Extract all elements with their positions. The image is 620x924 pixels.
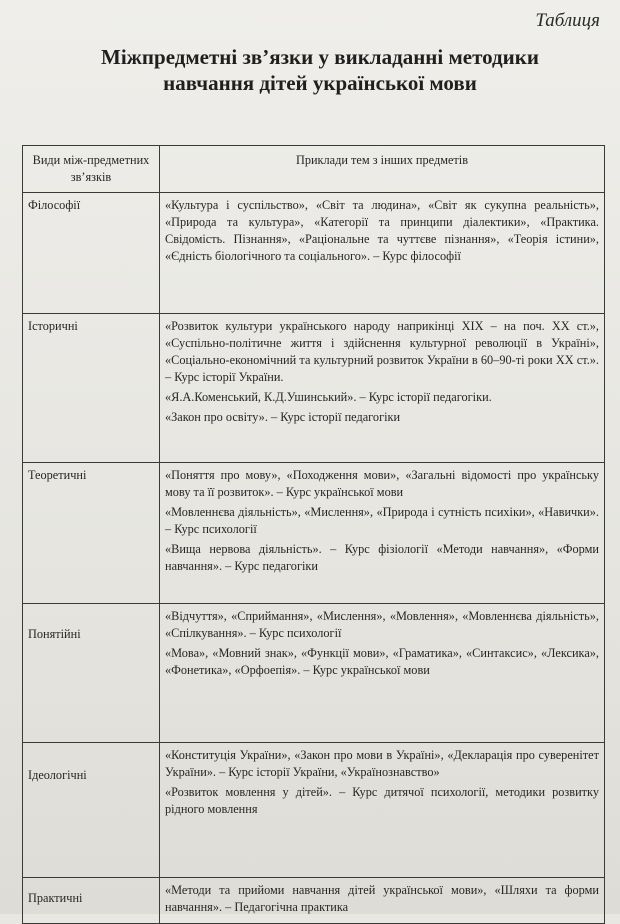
example-text: «Вища нервова діяльність». – Курс фізіології «Методи навчання», «Форми навчання». – Курс педагогіки: [165, 542, 599, 573]
example-text: «Розвиток мовлення у дітей». – Курс дитячої психології, методики розвитку рідного мовлення: [165, 785, 599, 816]
example-text: «Мовленнєва діяльність», «Мислення», «Природа і сутність психіки», «Навички». – Курс психології: [165, 505, 599, 536]
connection-type: Теоретичні: [23, 463, 160, 604]
title-line-2: навчання дітей української мови: [163, 71, 477, 95]
topic-examples: [160, 193, 605, 314]
table-row: [23, 193, 605, 314]
topic-examples: [160, 743, 605, 878]
table-row: [23, 314, 605, 463]
example-text: «Поняття про мову», «Походження мови», «Загальні відомості про українську мову та її розвиток». – Курс української мови: [165, 468, 599, 499]
table-header-row: [23, 146, 605, 193]
header-connection-type: Види між-предметних зв’язків: [23, 146, 160, 193]
example-text: «Культура і суспільство», «Світ та людина», «Світ як сукупна реальність», «Природа та культура», «Категорії та принципи діалектики», «Практика. Свідомість. Пізнання», «Раціональне та чуттєве пізнання», «Теорія істини», «Єдність біологічного та соціального». – Курс філософії: [165, 198, 599, 263]
topic-examples: [160, 314, 605, 463]
example-text: «Я.А.Коменський, К.Д.Ушинський». – Курс історії педагогіки.: [165, 390, 492, 404]
connection-type: Ідеологічні: [23, 743, 160, 878]
example-text: «Розвиток культури українського народу наприкінці XIX – на поч. XX ст.», «Суспільно-політичне життя і здійснення культурної революції в Україні», «Соціально-економічний та культурний розвиток України в 60–90-ті роки XX ст.». – Курс історії України.: [165, 319, 599, 384]
header-topic-examples: Приклади тем з інших предметів: [160, 146, 605, 193]
table-row: [23, 463, 605, 604]
topic-examples: [160, 604, 605, 743]
example-text: «Мова», «Мовний знак», «Функції мови», «Граматика», «Синтаксис», «Лексика», «Фонетика», «Орфоепія». – Курс української мови: [165, 646, 599, 677]
example-text: «Методи та прийоми навчання дітей української мови», «Шляхи та форми навчання». – Педагогічна практика: [165, 883, 599, 914]
topic-examples: [160, 878, 605, 924]
topic-examples: [160, 463, 605, 604]
title-line-1: Міжпредметні зв’язки у викладанні методики: [101, 45, 539, 69]
page-title: [40, 44, 600, 96]
table-row: [23, 604, 605, 743]
example-text: «Конституція України», «Закон про мови в Україні», «Декларація про суверенітет України». – Курс історії України, «Українознавство»: [165, 748, 599, 779]
connection-type: Практичні: [23, 878, 160, 924]
table-row: [23, 743, 605, 878]
example-text: «Відчуття», «Сприймання», «Мислення», «Мовлення», «Мовленнєва діяльність», «Спілкування». – Курс психології: [165, 609, 599, 640]
connection-type: Історичні: [23, 314, 160, 463]
connection-type: Понятійні: [23, 604, 160, 743]
example-text: «Закон про освіту». – Курс історії педагогіки: [165, 410, 401, 424]
connection-type: Філософії: [23, 193, 160, 314]
table-caption: Таблиця: [535, 10, 600, 31]
interdisciplinary-table: [22, 145, 605, 924]
table-row: [23, 878, 605, 924]
